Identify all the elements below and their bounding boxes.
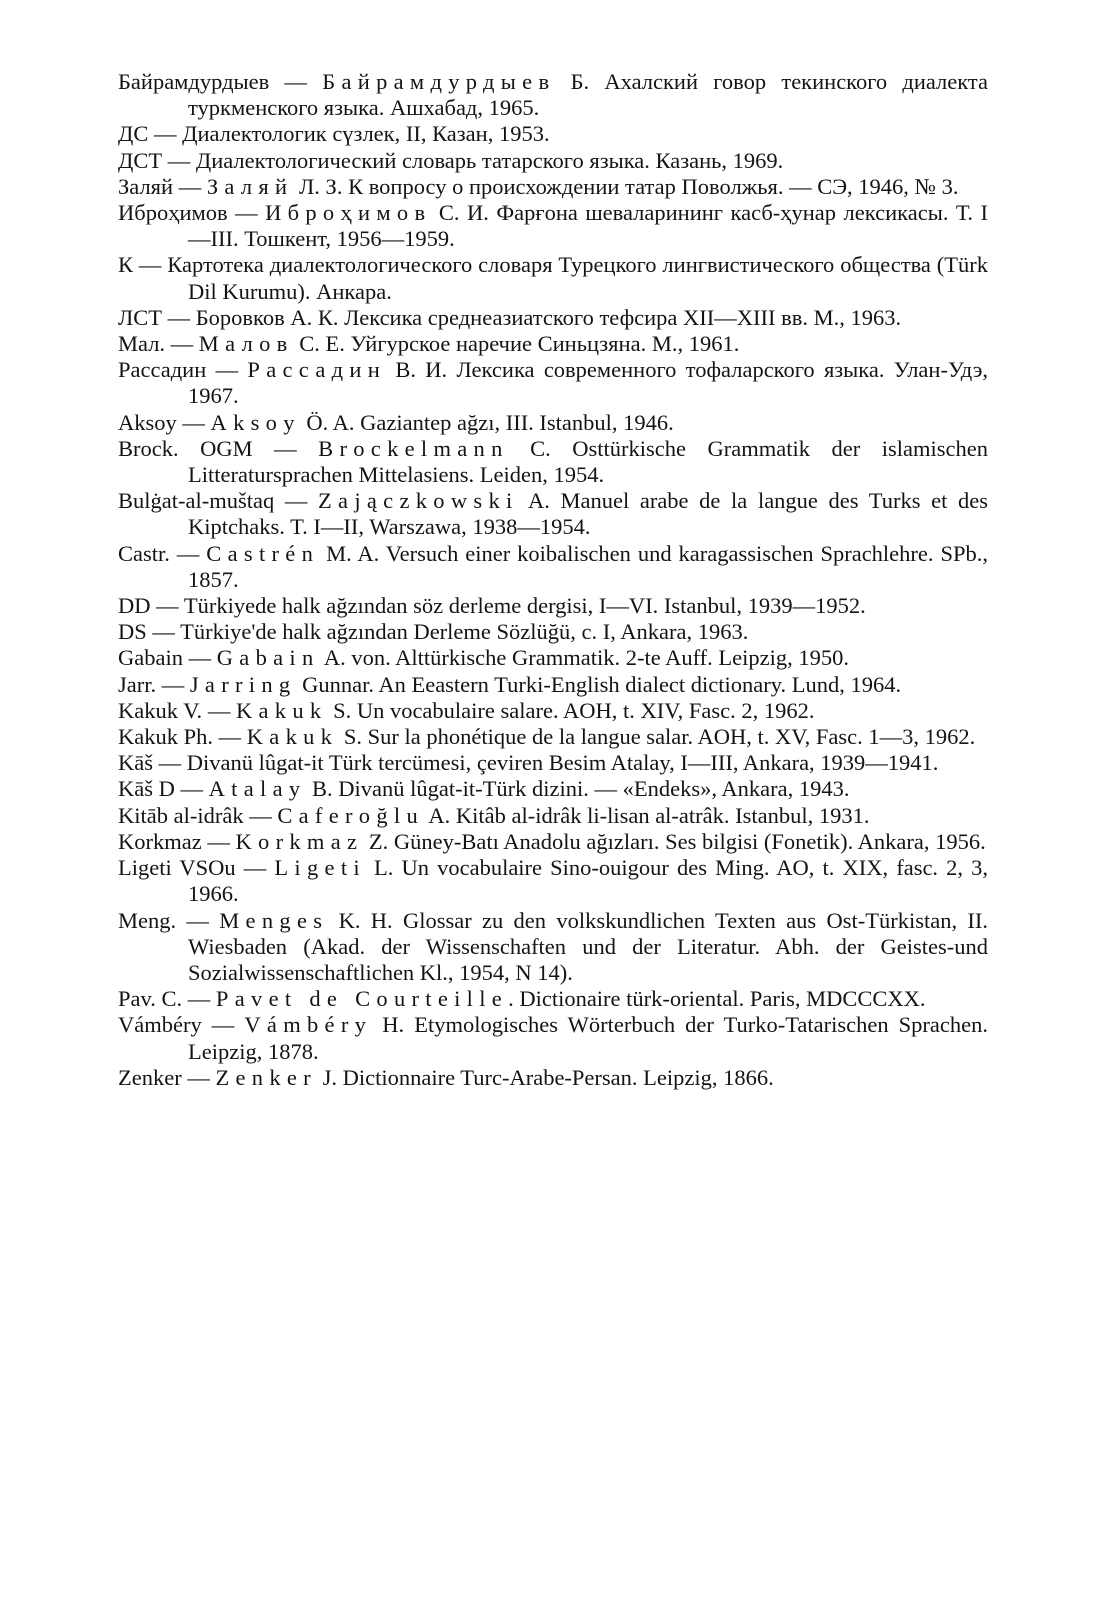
entry-abbreviation: Рассадин [118, 357, 207, 383]
entry-dash: — [201, 828, 236, 854]
entry-dash: — [174, 776, 209, 802]
entry-citation: Gunnar. An Eeastern Turki-English dialect dictionary. Lund, 1964. [296, 671, 902, 697]
entry-abbreviation: Meng. [118, 907, 177, 933]
entry-citation: Türkiyede halk ağzından söz derleme dergisi, I—VI. Istanbul, 1939—1952. [183, 593, 866, 619]
entry-author: Gabain [216, 645, 320, 671]
entry-abbreviation: ДС [118, 121, 149, 147]
entry-abbreviation: Aksoy [118, 409, 177, 435]
entry-abbreviation: Gabain [118, 645, 183, 671]
bibliography-entry [118, 174, 988, 200]
entry-abbreviation: DS [118, 619, 147, 645]
entry-dash: — [169, 540, 207, 566]
entry-citation: Диалектологический словарь татарского языка. Казань, 1969. [195, 147, 784, 173]
entry-citation: J. Dictionnaire Turc-Arabe-Persan. Leipzig, 1866. [316, 1064, 774, 1090]
entry-abbreviation: ЛСТ [118, 304, 163, 330]
entry-dash: — [201, 1012, 245, 1038]
entry-dash: — [182, 645, 217, 671]
entry-citation: L. Un vocabulaire Sino-ouigour des Ming. AO, t. XIX, fasc. 2, 3, 1966. [188, 855, 989, 907]
bibliography-entry [118, 986, 988, 1012]
bibliography-entry [118, 541, 988, 593]
entry-dash: — [252, 435, 319, 461]
entry-dash: — [133, 252, 168, 278]
entry-abbreviation: Ligeti VSOu [118, 855, 236, 881]
entry-abbreviation: DD [118, 593, 151, 619]
bibliography-entry [118, 121, 988, 147]
entry-citation: Л. З. К вопросу о происхождении татар Поволжья. — СЭ, 1946, № 3. [293, 173, 959, 199]
entry-abbreviation: Иброҳимов [118, 200, 228, 226]
bibliography-entry [118, 1065, 988, 1091]
entry-author: Castrén [206, 540, 320, 566]
entry-dash: — [202, 697, 236, 723]
entry-dash: — [243, 802, 278, 828]
entry-dash: — [156, 671, 190, 697]
bibliography-entry [118, 305, 988, 331]
bibliography-entry [118, 803, 988, 829]
entry-abbreviation: Korkmaz [118, 828, 202, 854]
entry-author: Иброҳимов [265, 200, 432, 226]
entry-author: Vámbéry [244, 1012, 373, 1038]
entry-abbreviation: К [118, 252, 134, 278]
entry-abbreviation: Байрамдурдыев [118, 69, 270, 94]
entry-author: Atalay [208, 776, 307, 802]
bibliography-entry [118, 148, 988, 174]
entry-abbreviation: Pav. C. [118, 986, 183, 1012]
entry-author: Brockelmann [318, 435, 509, 461]
bibliography-entry [118, 69, 988, 121]
bibliography-entry [118, 908, 988, 987]
entry-citation: K. H. Glossar zu den volkskundlichen Texten aus Ost-Türkistan, II. Wiesbaden (Akad. der Wissenschaften und der Literatur. Abh. der Geistes-und Sozialwissenschaftlichen Kl., 1954, N 14). [188, 907, 989, 985]
entry-abbreviation: Kakuk V. [118, 697, 203, 723]
bibliography-entry [118, 200, 988, 252]
entry-citation: . Dictionaire türk-oriental. Paris, MDCCCXX. [508, 986, 926, 1012]
bibliography-list [118, 69, 988, 1091]
bibliography-entry [118, 645, 988, 671]
entry-dash: — [148, 121, 183, 147]
entry-citation: S. Un vocabulaire salare. AOH, t. XIV, Fasc. 2, 1962. [327, 697, 815, 723]
entry-dash: — [206, 357, 248, 383]
entry-author: Zenker [215, 1064, 317, 1090]
bibliography-entry [118, 1012, 988, 1064]
entry-author: Pavet de Courteille [215, 986, 509, 1012]
entry-abbreviation: Vámbéry [118, 1012, 202, 1038]
entry-author: Байрамдурдыев [322, 69, 556, 94]
bibliography-entry [118, 619, 988, 645]
entry-abbreviation: Kitāb al-idrâk [118, 802, 244, 828]
entry-author: Aksoy [210, 409, 301, 435]
entry-citation: Divanü lûgat-it Türk tercümesi, çeviren Besim Atalay, I—III, Ankara, 1939—1941. [186, 750, 939, 776]
entry-dash: — [176, 409, 211, 435]
entry-citation: C. Osttürkische Grammatik der islamischen Litteratursprachen Mittelasiens. Leiden, 1954. [188, 435, 988, 488]
bibliography-entry [118, 331, 988, 357]
entry-citation: M. A. Versuch einer koibalischen und karagassischen Sprachlehre. SPb., 1857. [188, 540, 988, 592]
entry-citation: Боровков А. К. Лексика среднеазиатского тефсира XII—XIII вв. М., 1963. [195, 304, 902, 330]
entry-citation: B. Divanü lûgat-it-Türk dizini. — «Endeks», Ankara, 1943. [306, 776, 850, 802]
entry-citation: A. Manuel arabe de la langue des Turks et des Kiptchaks. T. I—II, Warszawa, 1938—1954. [188, 488, 988, 540]
entry-dash: — [274, 488, 318, 514]
entry-dash: — [153, 750, 187, 776]
entry-dash: — [162, 304, 196, 330]
bibliography-entry [118, 488, 988, 540]
entry-abbreviation: Kakuk Ph. [118, 724, 213, 750]
entry-author: Kakuk [246, 724, 339, 750]
entry-author: Zajączkowski [318, 488, 519, 514]
entry-citation: S. Sur la phonétique de la langue salar. AOH, t. XV, Fasc. 1—3, 1962. [338, 724, 976, 750]
entry-author: Малов [198, 331, 294, 357]
bibliography-entry [118, 855, 988, 907]
bibliography-entry [118, 410, 988, 436]
entry-citation: H. Etymologisches Wörterbuch der Turko-Tatarischen Sprachen. Leipzig, 1878. [188, 1012, 989, 1064]
entry-citation: С. И. Фарғона шеваларининг касб-ҳунар лексикасы. Т. I—III. Тошкент, 1956—1959. [188, 200, 989, 252]
entry-citation: Диалектологик сүзлек, II, Казан, 1953. [182, 121, 550, 147]
entry-abbreviation: Заляй [118, 173, 174, 199]
bibliography-entry [118, 750, 988, 776]
entry-citation: Türkiye'de halk ağzından Derleme Sözlüğü, c. I, Ankara, 1963. [180, 619, 749, 645]
bibliography-entry [118, 357, 988, 409]
entry-author: Kakuk [235, 697, 328, 723]
entry-dash: — [173, 173, 207, 199]
entry-author: Menges [219, 907, 329, 933]
entry-abbreviation: Jarr. [118, 671, 157, 697]
entry-citation: Б. Ахалский говор текинского диалекта туркменского языка. Ашхабад, 1965. [188, 69, 988, 121]
entry-abbreviation: Bulġat-al-muštaq [118, 488, 275, 514]
bibliography-entry [118, 593, 988, 619]
entry-author: Рассадин [247, 357, 387, 383]
entry-citation: Ö. A. Gaziantep ağzı, III. Istanbul, 1946. [300, 409, 674, 435]
entry-citation: Картотека диалектологического словаря Турецкого лингвистического общества (Türk Dil Kurumu). Анкара. [167, 252, 989, 304]
bibliography-entry [118, 776, 988, 802]
entry-abbreviation: Zenker [118, 1064, 182, 1090]
entry-author: Caferoğlu [277, 802, 424, 828]
entry-dash: — [162, 147, 196, 173]
bibliography-entry [118, 252, 988, 304]
entry-author: Заляй [206, 173, 294, 199]
entry-abbreviation: Мал. [118, 331, 166, 357]
entry-dash: — [165, 331, 199, 357]
bibliography-entry [118, 829, 988, 855]
bibliography-entry [118, 436, 988, 488]
entry-abbreviation: Brock. OGM [118, 435, 253, 461]
entry-citation: A. Kitâb al-idrâk li-lisan al-atrâk. Istanbul, 1931. [424, 802, 870, 828]
entry-dash: — [269, 69, 323, 94]
entry-abbreviation: Castr. [118, 540, 170, 566]
entry-abbreviation: Kāš [118, 750, 153, 776]
entry-citation: В. И. Лексика современного тофаларского языка. Улан-Удэ, 1967. [188, 357, 989, 409]
entry-citation: Z. Güney-Batı Anadolu ağızları. Ses bilgisi (Fonetik). Ankara, 1956. [363, 828, 986, 854]
entry-dash: — [227, 200, 266, 226]
bibliography-entry [118, 698, 988, 724]
entry-author: Jarring [189, 671, 297, 697]
entry-dash: — [176, 907, 220, 933]
entry-citation: С. Е. Уйгурское наречие Синьцзяна. М., 1961. [293, 331, 740, 357]
entry-author: Ligeti [274, 855, 366, 881]
entry-author: Korkmaz [235, 828, 364, 854]
entry-dash: — [150, 593, 184, 619]
bibliography-entry [118, 724, 988, 750]
entry-dash: — [235, 855, 275, 881]
entry-dash: — [213, 724, 247, 750]
entry-abbreviation: Kāš D [118, 776, 175, 802]
bibliography-entry [118, 672, 988, 698]
entry-dash: — [181, 1064, 216, 1090]
entry-abbreviation: ДСТ [118, 147, 163, 173]
entry-citation: A. von. Alttürkische Grammatik. 2-te Auff. Leipzig, 1950. [319, 645, 850, 671]
entry-dash: — [182, 986, 216, 1012]
entry-dash: — [146, 619, 181, 645]
